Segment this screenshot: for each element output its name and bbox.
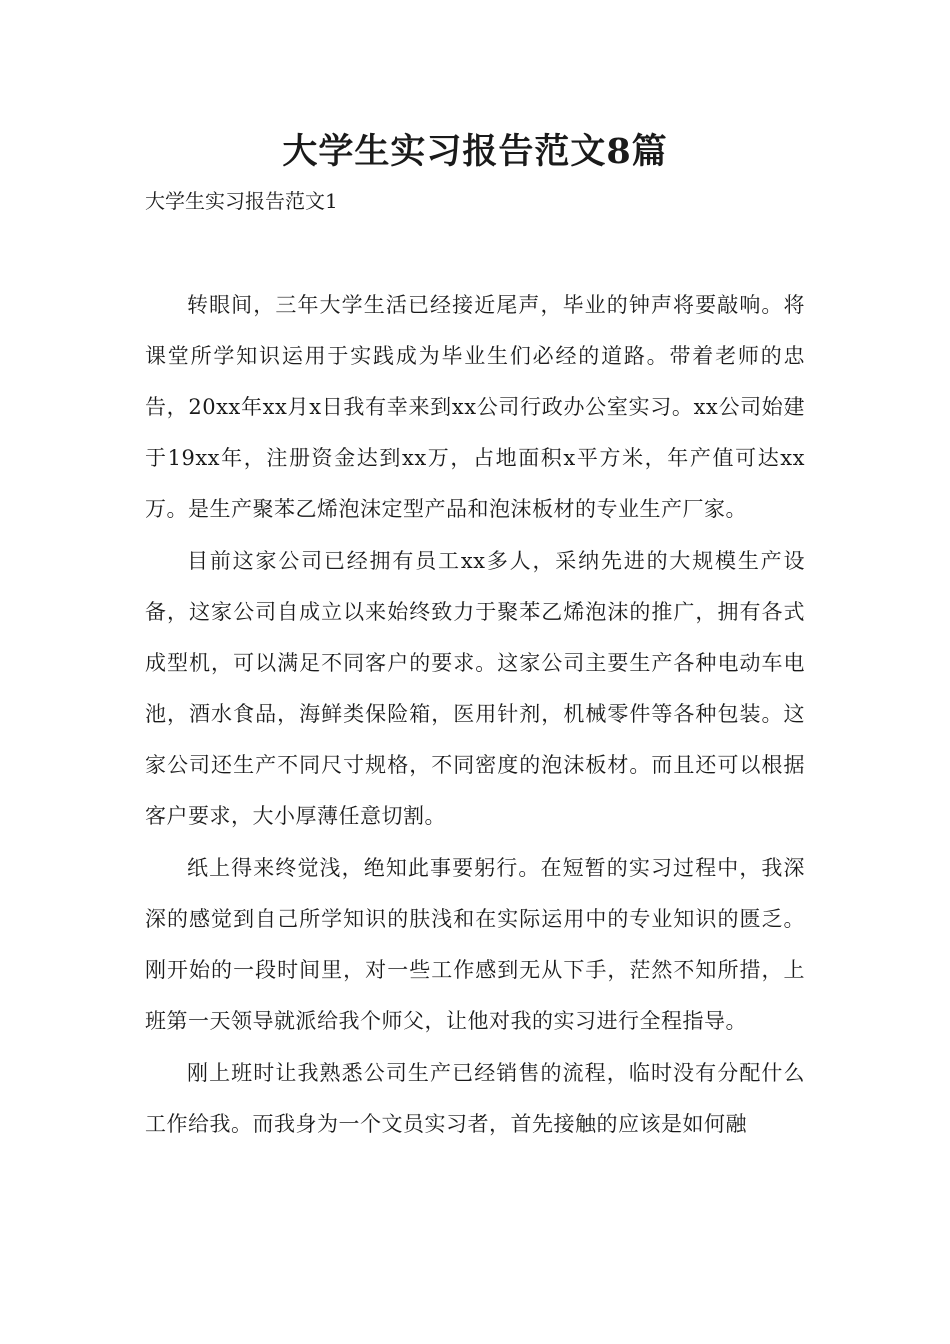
paragraph-3: 纸上得来终觉浅，绝知此事要躬行。在短暂的实习过程中，我深深的感觉到自己所学知识的肤浅和在实际运用中的专业知识的匮乏。刚开始的一段时间里，对一些工作感到无从下手，茫然不知所措，上班第一天领导就派给我个师父，让他对我的实习进行全程指导。 <box>145 856 805 1033</box>
paragraph-4: 刚上班时让我熟悉公司生产已经销售的流程，临时没有分配什么工作给我。而我身为一个文员实习者，首先接触的应该是如何融 <box>145 1061 805 1136</box>
paragraph-1: 转眼间，三年大学生活已经接近尾声，毕业的钟声将要敲响。将课堂所学知识运用于实践成为毕业生们必经的道路。带着老师的忠告，20xx年xx月x日我有幸来到xx公司行政办公室实习。xx公司始建于19xx年，注册资金达到xx万，占地面积x平方米，年产值可达xx万。是生产聚苯乙烯泡沫定型产品和泡沫板材的专业生产厂家。 <box>145 293 805 521</box>
section-heading: 大学生实习报告范文1 <box>145 189 338 213</box>
document-body <box>145 280 805 1151</box>
document-title: 大学生实习报告范文8篇 <box>282 131 668 172</box>
paragraph-2: 目前这家公司已经拥有员工xx多人，采纳先进的大规模生产设备，这家公司自成立以来始终致力于聚苯乙烯泡沫的推广，拥有各式成型机，可以满足不同客户的要求。这家公司主要生产各种电动车电池，酒水食品，海鲜类保险箱，医用针剂，机械零件等各种包装。这家公司还生产不同尺寸规格，不同密度的泡沫板材。而且还可以根据客户要求，大小厚薄任意切割。 <box>145 549 805 828</box>
